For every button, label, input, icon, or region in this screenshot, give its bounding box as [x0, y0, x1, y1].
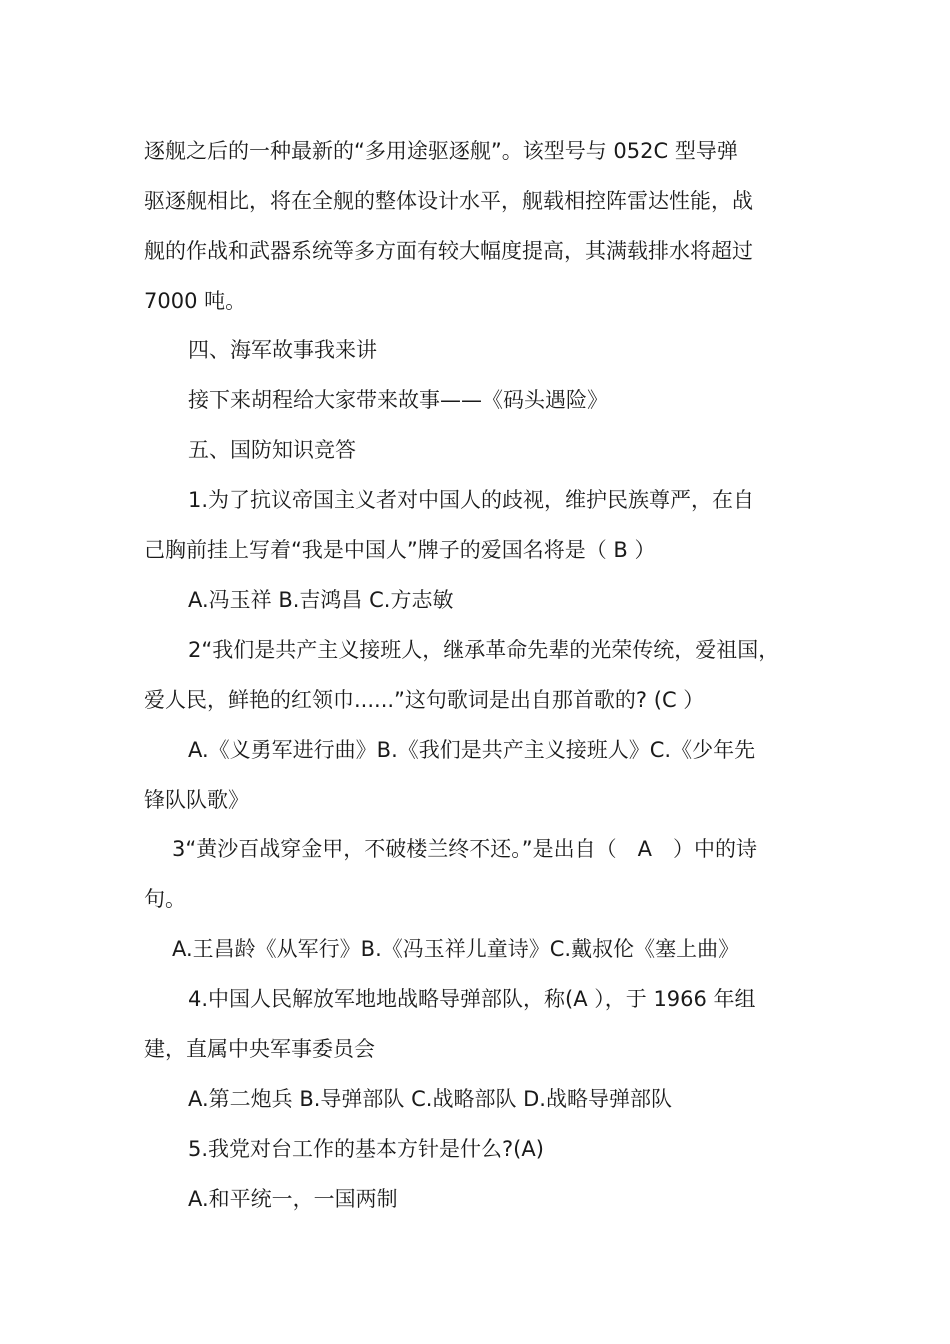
paragraph-line: 7000 吨。	[144, 289, 247, 313]
paragraph-line: 接下来胡程给大家带来故事——《码头遇险》	[188, 388, 608, 412]
paragraph-line: 逐舰之后的一种最新的“多用途驱逐舰”。该型号与 052C 型导弹	[144, 139, 738, 163]
answer-options: A.和平统一，一国两制	[188, 1187, 398, 1211]
answer-options: 锋队队歌》	[144, 788, 249, 812]
question-line: 1.为了抗议帝国主义者对中国人的歧视，维护民族尊严，在自	[188, 488, 755, 512]
paragraph-line: 驱逐舰相比，将在全舰的整体设计水平，舰载相控阵雷达性能，战	[144, 189, 753, 213]
question-line: 建，直属中央军事委员会	[144, 1037, 375, 1061]
answer-options: A.冯玉祥 B.吉鸿昌 C.方志敏	[188, 588, 454, 612]
question-line: 3“黄沙百战穿金甲，不破楼兰终不还。”是出自（ A ）中的诗	[172, 837, 757, 861]
section-heading: 五、国防知识竞答	[188, 438, 356, 462]
question-line: 爱人民，鲜艳的红领巾......”这句歌词是出自那首歌的? (C ）	[144, 688, 705, 712]
paragraph-line: 舰的作战和武器系统等多方面有较大幅度提高，其满载排水将超过	[144, 239, 753, 263]
question-line: 己胸前挂上写着“我是中国人”牌子的爱国名将是（ B ）	[144, 538, 656, 562]
answer-options: A.第二炮兵 B.导弹部队 C.战略部队 D.战略导弹部队	[188, 1087, 672, 1111]
section-heading: 四、海军故事我来讲	[188, 338, 377, 362]
question-line: 5.我党对台工作的基本方针是什么?(A)	[188, 1137, 544, 1161]
question-line: 2“我们是共产主义接班人，继承革命先辈的光荣传统，爱祖国，	[188, 638, 780, 662]
question-line: 4.中国人民解放军地地战略导弹部队，称(A ），于 1966 年组	[188, 987, 756, 1011]
answer-options: A.王昌龄《从军行》B.《冯玉祥儿童诗》C.戴叔伦《塞上曲》	[172, 937, 740, 961]
answer-options: A.《义勇军进行曲》B.《我们是共产主义接班人》C.《少年先	[188, 738, 756, 762]
question-line: 句。	[144, 887, 186, 911]
